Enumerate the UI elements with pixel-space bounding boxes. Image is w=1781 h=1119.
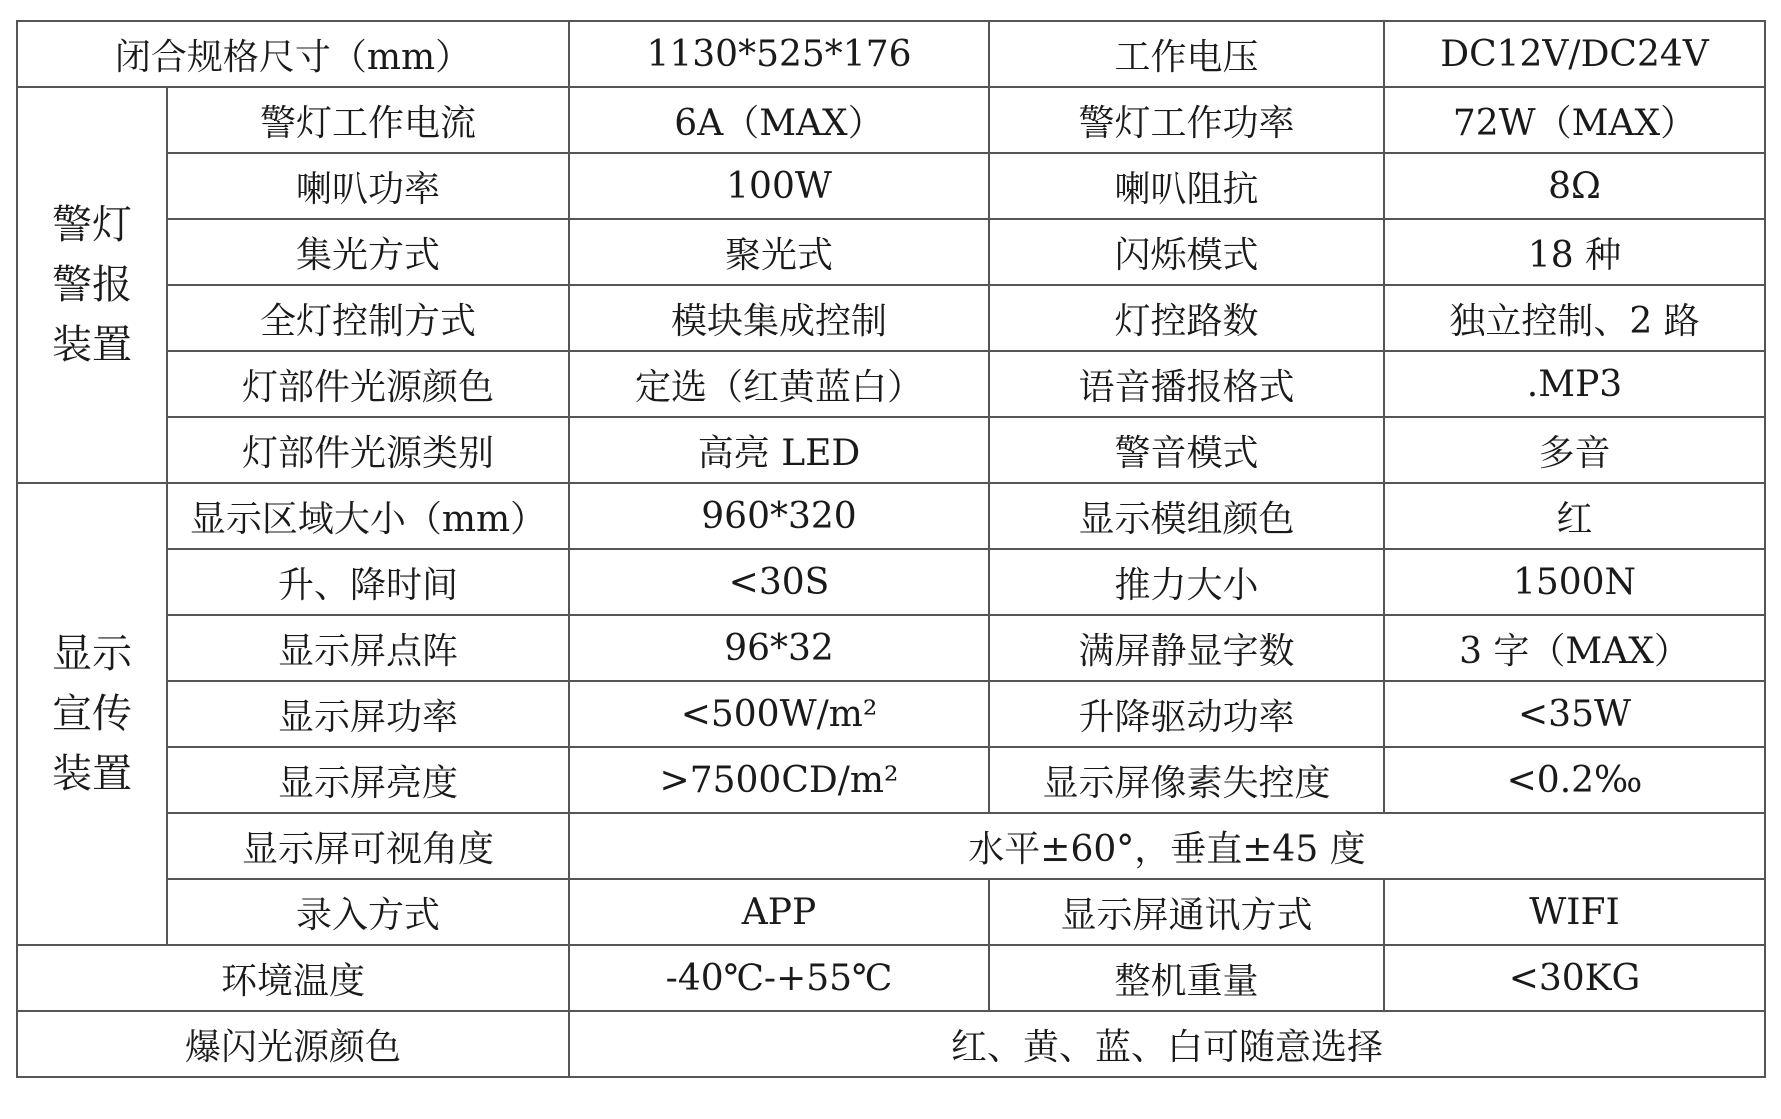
spec-value: 聚光式 (569, 219, 989, 285)
spec-value: <500W/m² (569, 681, 989, 747)
spec-value: >7500CD/m² (569, 747, 989, 813)
spec-value: 18 种 (1384, 219, 1765, 285)
table-row (17, 615, 1765, 681)
spec-value: WIFI (1384, 879, 1765, 945)
spec-value: .MP3 (1384, 351, 1765, 417)
spec-value: 1500N (1384, 549, 1765, 615)
spec-value: 72W（MAX） (1384, 87, 1765, 153)
spec-label: 警音模式 (989, 417, 1384, 483)
spec-label: 升、降时间 (167, 549, 569, 615)
table-row (17, 813, 1765, 879)
spec-value: 定选（红黄蓝白） (569, 351, 989, 417)
spec-value: 8Ω (1384, 153, 1765, 219)
spec-label: 升降驱动功率 (989, 681, 1384, 747)
table-row (17, 417, 1765, 483)
spec-label: 显示屏亮度 (167, 747, 569, 813)
spec-label: 闪烁模式 (989, 219, 1384, 285)
table-row (17, 681, 1765, 747)
spec-value: <35W (1384, 681, 1765, 747)
spec-value: <30S (569, 549, 989, 615)
spec-value: 6A（MAX） (569, 87, 989, 153)
spec-label: 显示模组颜色 (989, 483, 1384, 549)
spec-label: 全灯控制方式 (167, 285, 569, 351)
spec-label: 灯控路数 (989, 285, 1384, 351)
spec-value: 960*320 (569, 483, 989, 549)
spec-value: 独立控制、2 路 (1384, 285, 1765, 351)
spec-label: 语音播报格式 (989, 351, 1384, 417)
spec-label: 显示屏点阵 (167, 615, 569, 681)
spec-label: 工作电压 (989, 21, 1384, 87)
spec-value: 1130*525*176 (569, 21, 989, 87)
spec-table (16, 20, 1766, 1078)
spec-label: 警灯工作电流 (167, 87, 569, 153)
spec-label: 爆闪光源颜色 (17, 1011, 569, 1077)
group-label-text: 警灯警报装置 (52, 202, 132, 368)
spec-label: 闭合规格尺寸（mm） (17, 21, 569, 87)
spec-value: 红、黄、蓝、白可随意选择 (569, 1011, 1765, 1077)
spec-label: 环境温度 (17, 945, 569, 1011)
table-row (17, 21, 1765, 87)
table-row (17, 153, 1765, 219)
spec-value: 100W (569, 153, 989, 219)
spec-value: 水平±60°，垂直±45 度 (569, 813, 1765, 879)
spec-label: 整机重量 (989, 945, 1384, 1011)
spec-value: DC12V/DC24V (1384, 21, 1765, 87)
spec-label: 满屏静显字数 (989, 615, 1384, 681)
spec-label: 录入方式 (167, 879, 569, 945)
spec-value: 模块集成控制 (569, 285, 989, 351)
spec-value: 多音 (1384, 417, 1765, 483)
spec-value: <0.2‰ (1384, 747, 1765, 813)
spec-label: 推力大小 (989, 549, 1384, 615)
spec-label: 喇叭功率 (167, 153, 569, 219)
table-row (17, 351, 1765, 417)
spec-label: 灯部件光源类别 (167, 417, 569, 483)
spec-label: 显示屏可视角度 (167, 813, 569, 879)
table-row (17, 219, 1765, 285)
group-label-text: 显示宣传装置 (52, 631, 132, 797)
table-row (17, 87, 1765, 153)
table-row (17, 285, 1765, 351)
spec-label: 灯部件光源颜色 (167, 351, 569, 417)
table-row (17, 747, 1765, 813)
spec-label: 显示屏通讯方式 (989, 879, 1384, 945)
group-label-warning (17, 87, 167, 483)
spec-value: <30KG (1384, 945, 1765, 1011)
table-row (17, 1011, 1765, 1077)
table-row (17, 483, 1765, 549)
table-row (17, 549, 1765, 615)
spec-value: 3 字（MAX） (1384, 615, 1765, 681)
spec-label: 显示屏功率 (167, 681, 569, 747)
table-row (17, 879, 1765, 945)
spec-label: 喇叭阻抗 (989, 153, 1384, 219)
table-row (17, 945, 1765, 1011)
spec-value: 红 (1384, 483, 1765, 549)
group-label-display (17, 483, 167, 945)
spec-value: APP (569, 879, 989, 945)
spec-label: 显示屏像素失控度 (989, 747, 1384, 813)
spec-value: 高亮 LED (569, 417, 989, 483)
spec-label: 集光方式 (167, 219, 569, 285)
spec-value: 96*32 (569, 615, 989, 681)
spec-label: 显示区域大小（mm） (167, 483, 569, 549)
spec-value: -40℃-+55℃ (569, 945, 989, 1011)
spec-label: 警灯工作功率 (989, 87, 1384, 153)
